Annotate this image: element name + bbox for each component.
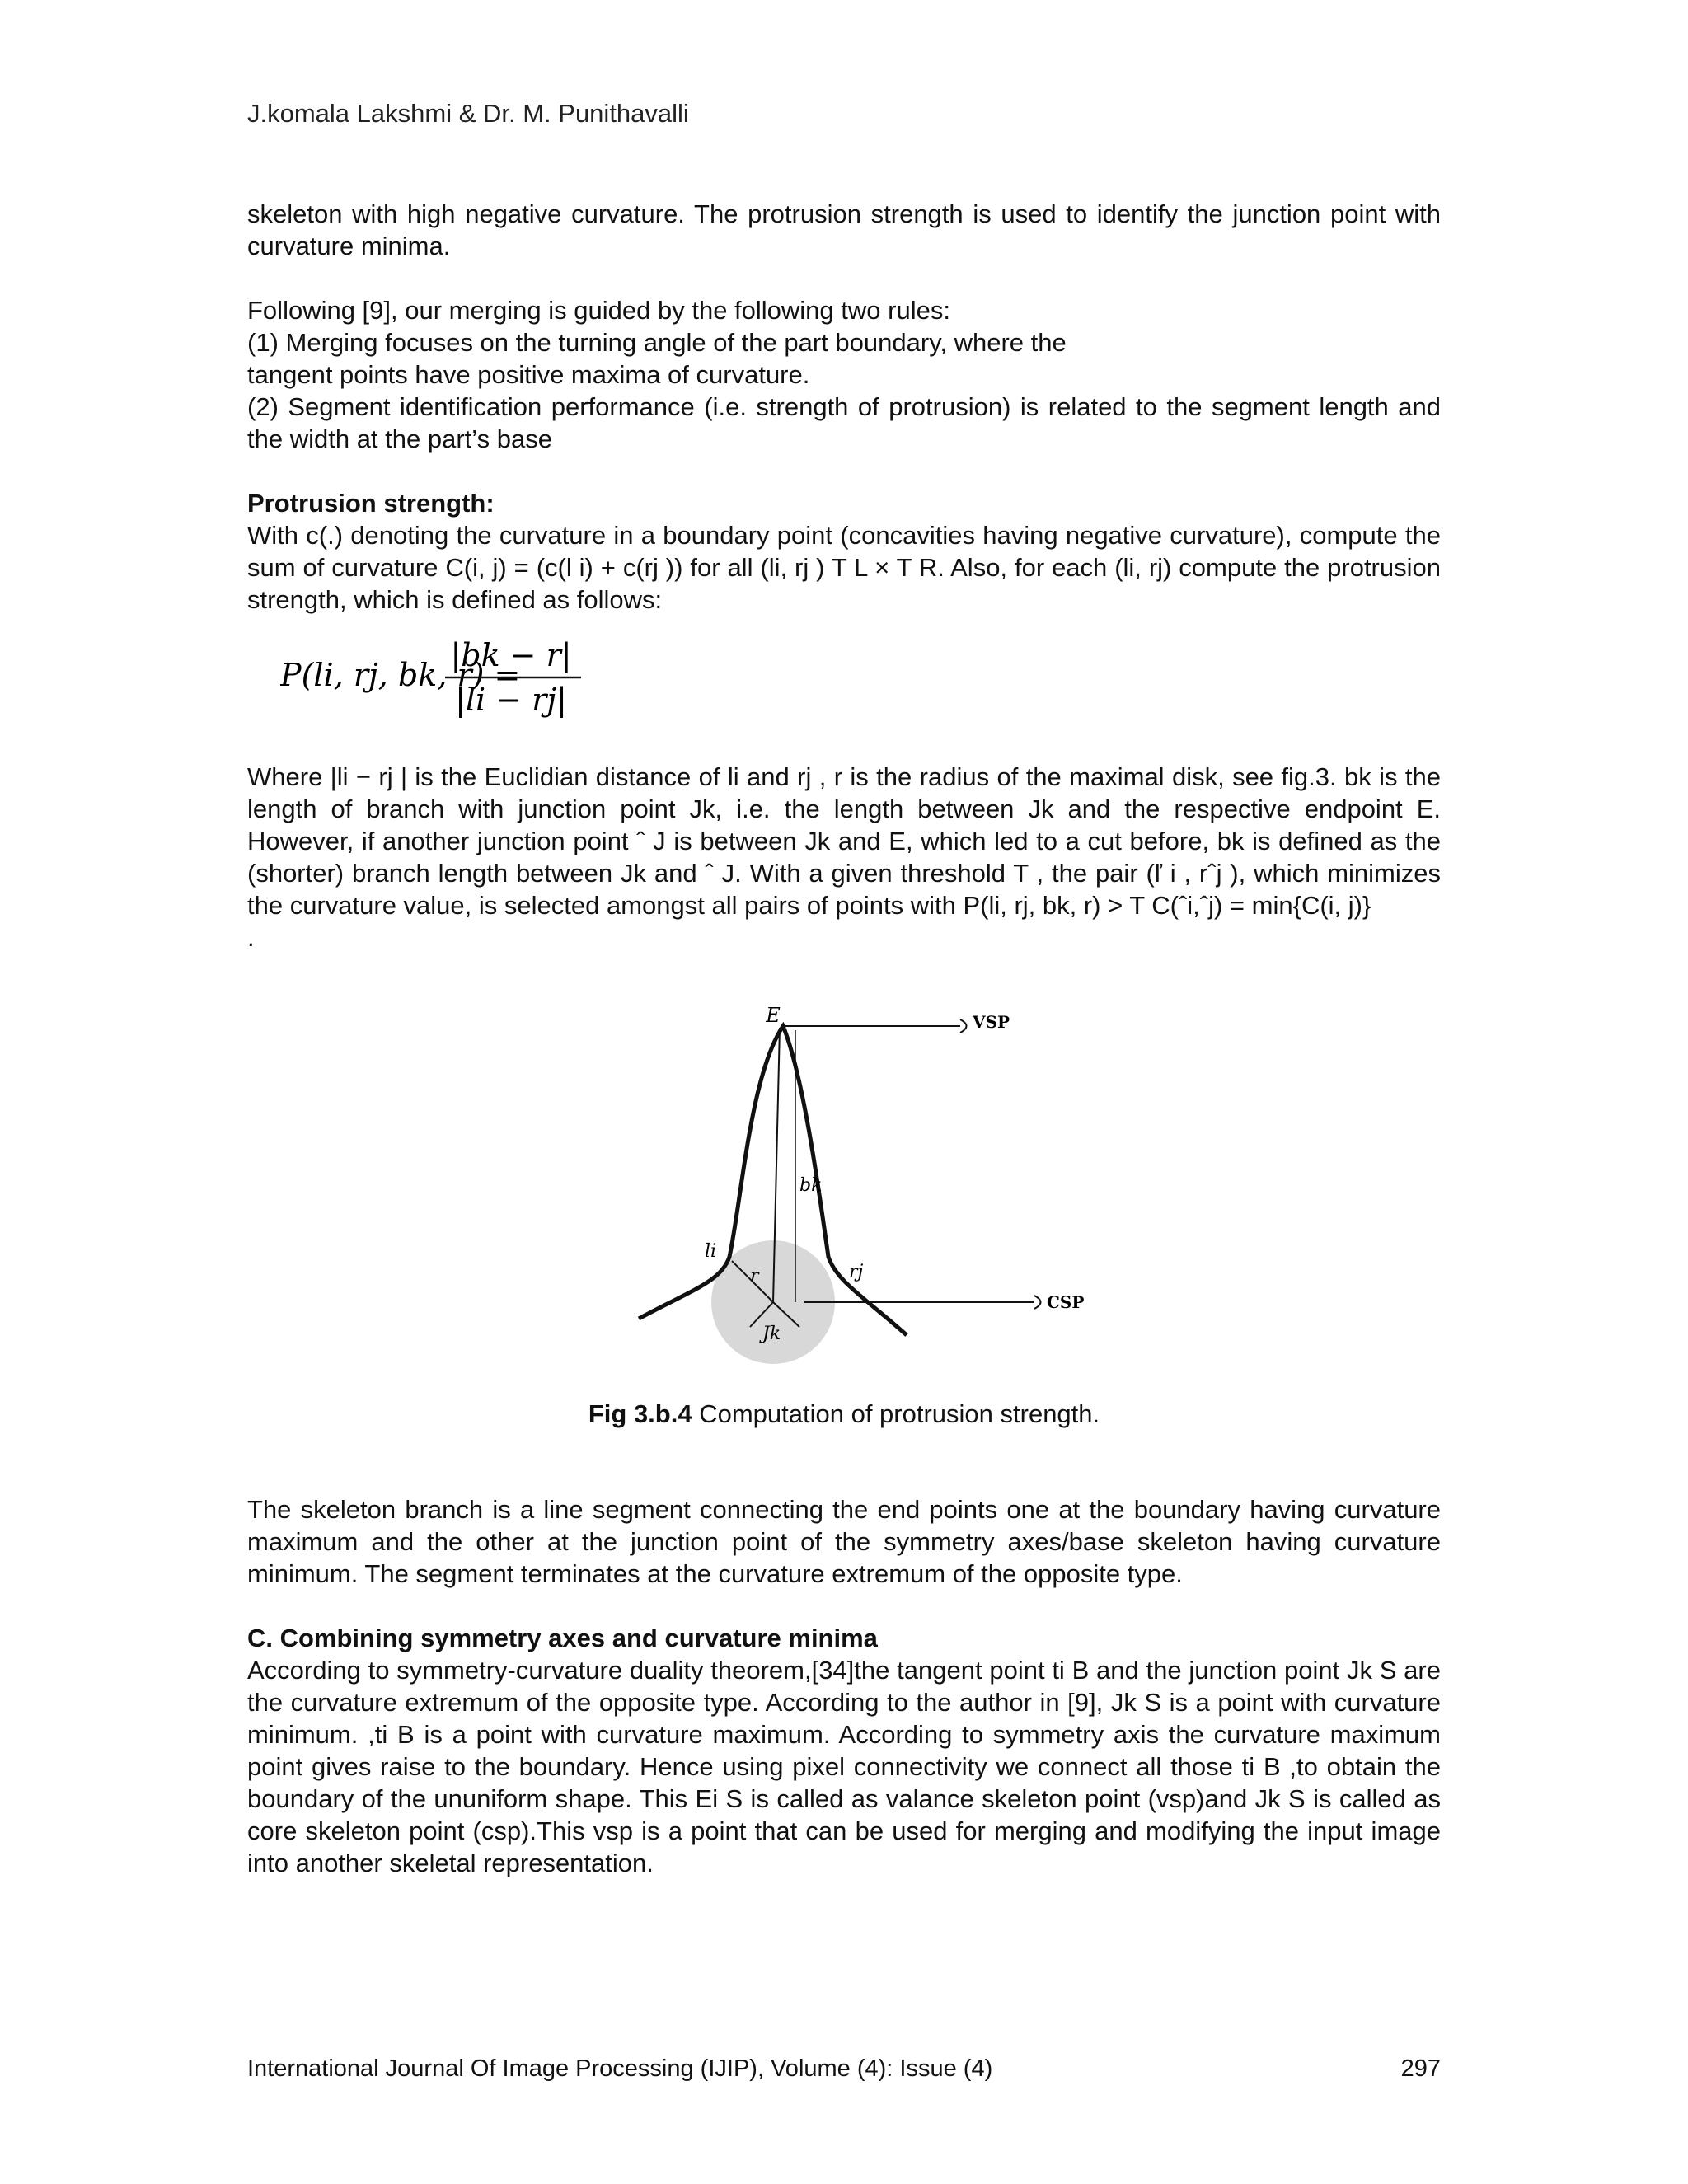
formula-lhs: P(li, rj, bk, r) = bbox=[280, 657, 521, 693]
vsp-arrow-icon bbox=[960, 1019, 967, 1033]
paragraph-rule-1b: tangent points have positive maxima of curvature. bbox=[247, 360, 810, 389]
footer-journal: International Journal Of Image Processing (IJIP), Volume (4): Issue (4) bbox=[247, 2055, 993, 2082]
caption-prefix: Fig 3.b.4 bbox=[588, 1399, 692, 1428]
running-footer bbox=[247, 2055, 1441, 2083]
footer-page-number: 297 bbox=[1400, 2055, 1441, 2082]
paragraph-duality: According to symmetry-curvature duality theorem,[34]the tangent point ti B and the junction point Jk S are the curvature extremum of the opposite type. According to the author in [9], Jk S is a point with curvature minimum. ,ti B is a point with curvature maximum. According to symmetry axis the curvature maximum point gives raise to the boundary. Hence using pixel connectivity we connect all those ti B ,to obtain the boundary of the ununiform shape. This Ei S is called as valance skeleton point (vsp)and Jk S is called as core skeleton point (csp).This vsp is a point that can be used for merging and modifying the input image into another skeletal representation. bbox=[247, 1656, 1441, 1877]
paragraph-dot: . bbox=[247, 923, 255, 952]
label-e: E bbox=[766, 1004, 781, 1027]
middle-body-text bbox=[247, 761, 1441, 954]
section-heading-combining: C. Combining symmetry axes and curvature minima bbox=[247, 1624, 878, 1652]
label-jk: Jk bbox=[762, 1324, 781, 1344]
csp-arrow-icon bbox=[1034, 1296, 1041, 1309]
caption-text: Computation of protrusion strength. bbox=[692, 1399, 1100, 1428]
paragraph-where: Where |li − rj | is the Euclidian distance of li and rj , r is the radius of the maximal disk, see fig.3. bk is the length of branch with junction point Jk, i.e. the length between Jk and the respective endpoint E. However, if another junction point ˆ J is between Jk and E, which led to a cut before, bk is defined as the (shorter) branch length between Jk and ˆ J. With a given threshold T , the pair (ľ i , rˆj ), which minimizes the curvature value, is selected amongst all pairs of points with P(li, rj, bk, r) > T C(ˆi,ˆj) = min{C(i, j)} bbox=[247, 762, 1441, 920]
label-rj: rj bbox=[849, 1262, 864, 1282]
paragraph-rule-2: (2) Segment identification performance (i.e. strength of protrusion) is related to the segment length and the width at the part’s base bbox=[247, 392, 1441, 453]
label-r: r bbox=[750, 1266, 759, 1286]
paragraph-intro: skeleton with high negative curvature. The protrusion strength is used to identify the junction point with curvature minima. bbox=[247, 199, 1441, 260]
protrusion-strength-formula bbox=[280, 626, 626, 725]
paragraph-curvature-sum: With c(.) denoting the curvature in a boundary point (concavities having negative curvature), compute the sum of curvature C(i, j) = (c(l i) + c(rj )) for all (li, rj ) T L × T R. Also, for each (li, rj) compute the protrusion strength, which is defined as follows: bbox=[247, 521, 1441, 614]
paragraph-rule-1a: (1) Merging focuses on the turning angle of the part boundary, where the bbox=[247, 328, 1067, 357]
label-bk: bk bbox=[799, 1175, 823, 1196]
label-li: li bbox=[705, 1241, 717, 1262]
protrusion-figure bbox=[626, 1001, 1088, 1364]
upper-body-text bbox=[247, 198, 1441, 616]
label-csp: CSP bbox=[1047, 1292, 1085, 1312]
label-vsp: VSP bbox=[973, 1012, 1010, 1032]
running-header: J.komala Lakshmi & Dr. M. Punithavalli bbox=[247, 99, 689, 128]
formula-denominator: |li − rj| bbox=[455, 682, 567, 718]
figure-caption bbox=[0, 1399, 1688, 1429]
formula-numerator: |bk − r| bbox=[450, 637, 572, 673]
paragraph-skeleton-branch: The skeleton branch is a line segment connecting the end points one at the boundary having curvature maximum and the other at the junction point of the symmetry axes/base skeleton having curvature minimum. The segment terminates at the curvature extremum of the opposite type. bbox=[247, 1495, 1441, 1588]
lower-body-text bbox=[247, 1493, 1441, 1879]
paragraph-rules-lead: Following [9], our merging is guided by the following two rules: bbox=[247, 296, 950, 325]
section-heading-protrusion: Protrusion strength: bbox=[247, 489, 495, 518]
